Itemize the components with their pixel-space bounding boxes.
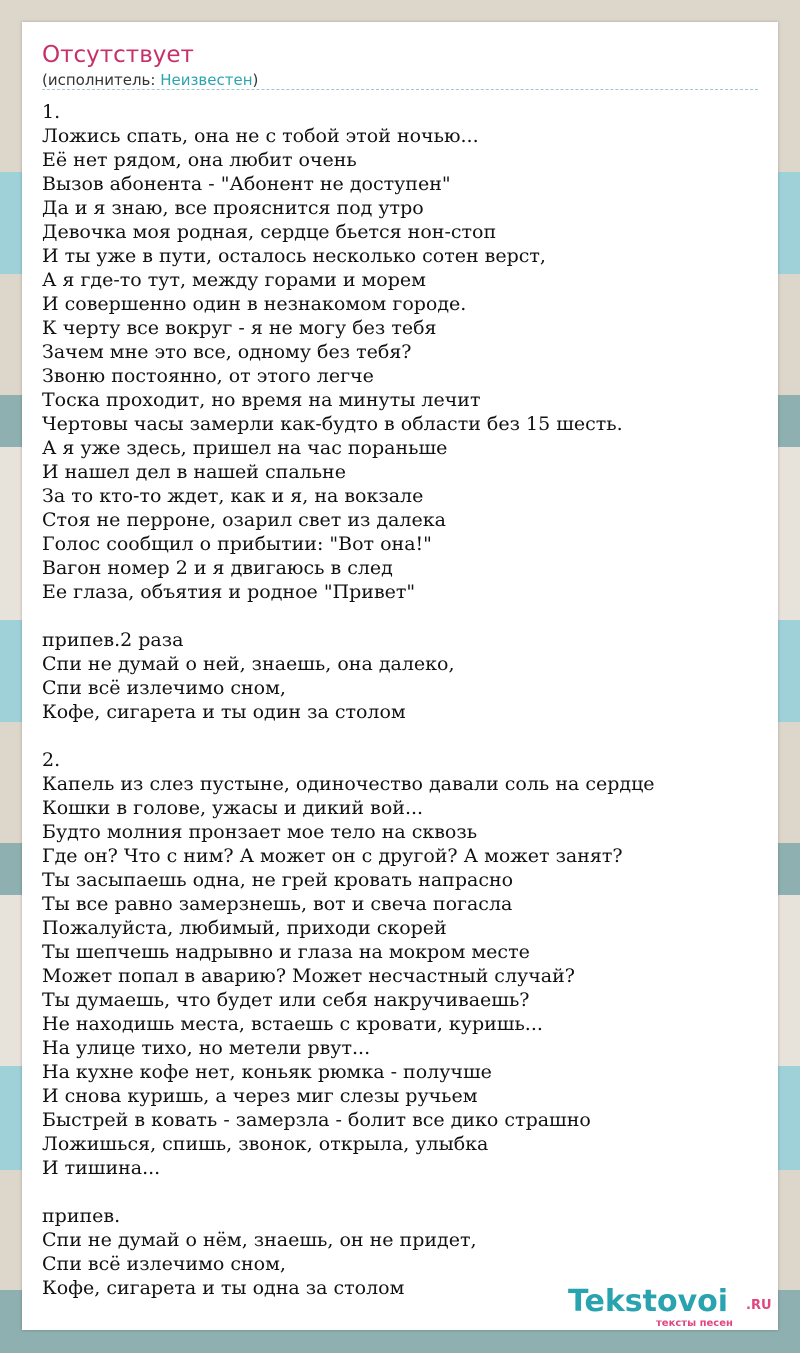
site-logo[interactable]	[568, 1284, 778, 1330]
artist-line	[42, 70, 258, 90]
logo-tld: .RU	[746, 1298, 772, 1313]
lyrics-card	[22, 22, 778, 1330]
artist-link[interactable]: Неизвестен	[160, 71, 253, 89]
title-divider	[42, 89, 758, 90]
logo-wordmark: Tekstovoi	[568, 1284, 729, 1319]
song-title: Отсутствует	[42, 42, 194, 68]
artist-prefix: (исполнитель:	[42, 71, 161, 89]
logo-tagline: тексты песен	[656, 1318, 733, 1329]
lyrics-text: 1. Ложись спать, она не с тобой этой ночью... Её нет рядом, она любит очень Вызов абонента - "Абонент не доступен" Да и я знаю, все прояснится под утро Девочка моя родная, сердце бьется нон-стоп И ты уже в пути, осталось несколько сотен верст, А я где-то тут, между горами и морем И совершенно один в незнакомом городе. К черту все вокруг - я не могу без тебя Зачем мне это все, одному без тебя? Звоню постоянно, от этого легче Тоска проходит, но время на минуты лечит Чертовы часы замерли как-будто в области без 15 шесть. А я уже здесь, пришел на час пораньше И нашел дел в нашей спальне За то кто-то ждет, как и я, на вокзале Стоя не перроне, озарил свет из далека Голос сообщил о прибытии: "Вот она!" Вагон номер 2 и я двигаюсь в след Ее глаза, объятия и родное "Привет" припев.2 раза Спи не думай о ней, знаешь, она далеко, Спи всё излечимо сном, Кофе, сигарета и ты один за столом 2. Капель из слез пустыне, одиночество давали соль на сердце Кошки в голове, ужасы и дикий вой... Будто молния пронзает мое тело на сквозь Где он? Что с ним? А может он с другой? А может занят? Ты засыпаешь одна, не грей кровать напрасно Ты все равно замерзнешь, вот и свеча погасла Пожалуйста, любимый, приходи скорей Ты шепчешь надрывно и глаза на мокром месте Может попал в аварию? Может несчастный случай? Ты думаешь, что будет или себя накручиваешь? Не находишь места, встаешь с кровати, куришь... На улице тихо, но метели рвут... На кухне кофе нет, коньяк рюмка - получше И снова куришь, а через миг слезы ручьем Быстрей в ковать - замерзла - болит все дико страшно Ложишься, спишь, звонок, открыла, улыбка И тишина... припев. Спи не думай о нём, знаешь, он не придет, Спи всё излечимо сном, Кофе, сигарета и ты одна за столом	[42, 101, 655, 1299]
artist-suffix: )	[252, 71, 259, 89]
